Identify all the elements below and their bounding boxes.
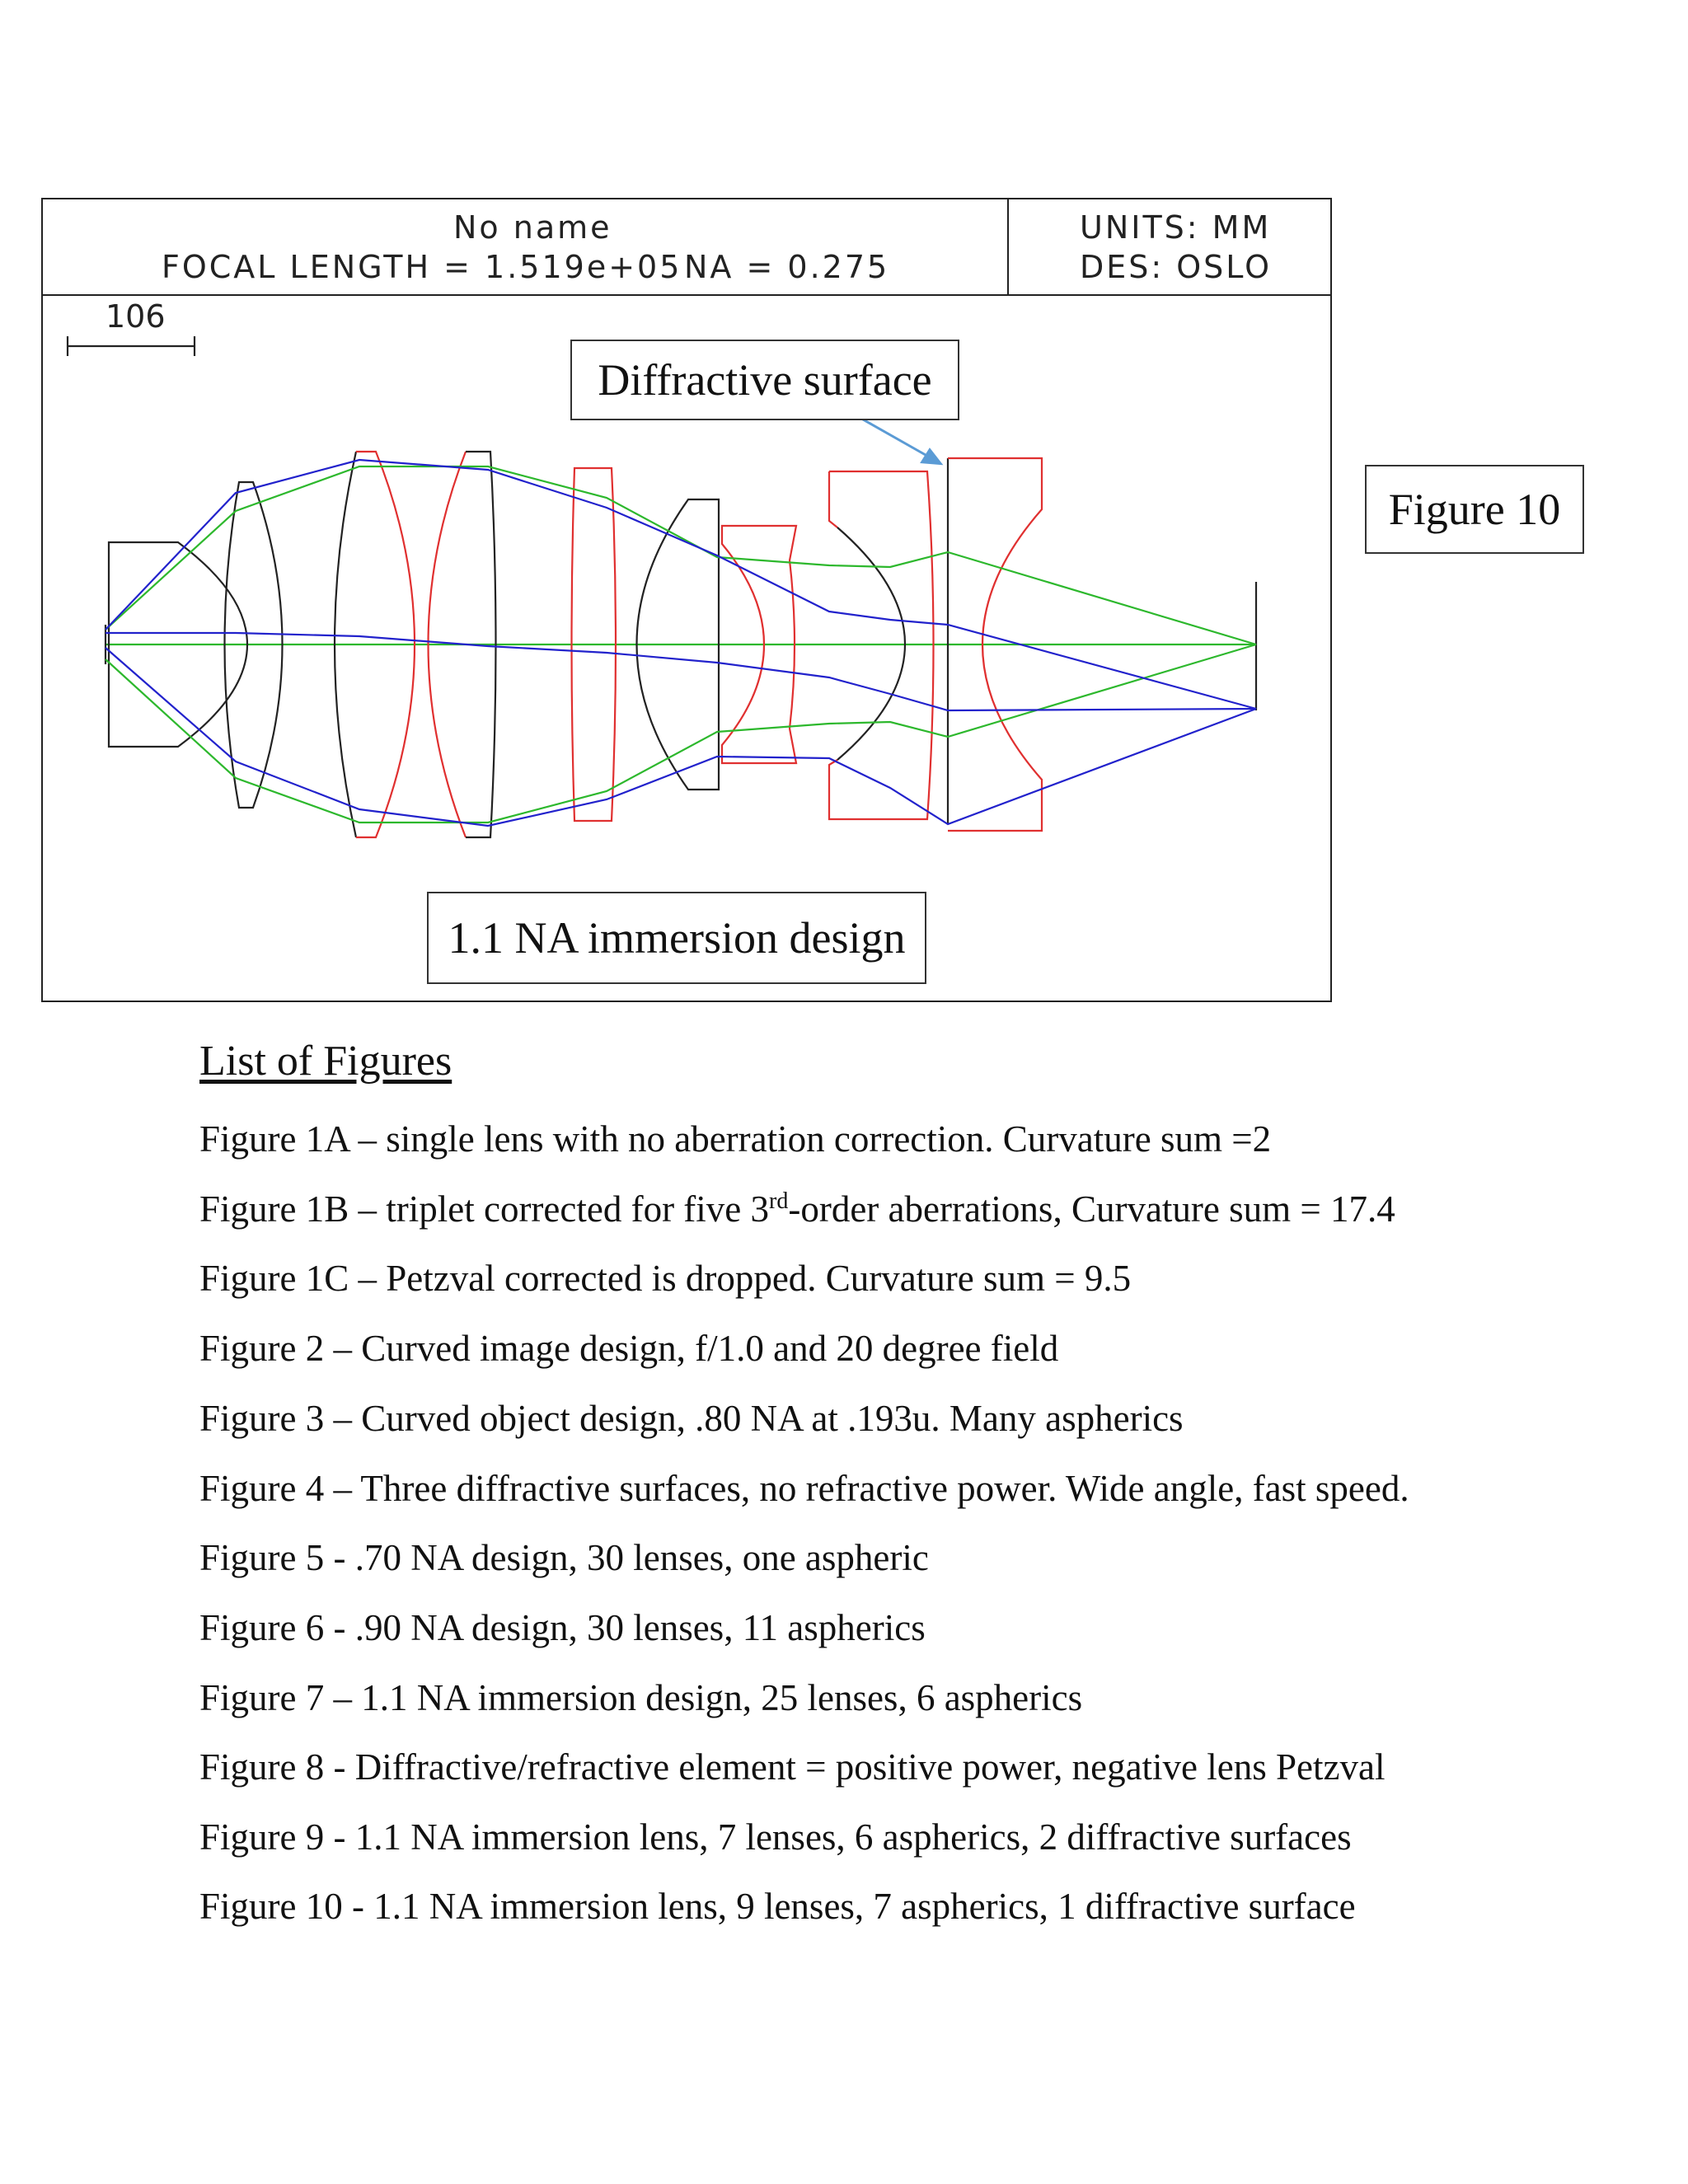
header-divider <box>41 294 1332 296</box>
list-item: Figure 9 - 1.1 NA immersion lens, 7 lenses, 6 aspherics, 2 diffractive surfaces <box>199 1816 1352 1858</box>
header-vdivider <box>1007 198 1009 295</box>
list-item-superscript: rd <box>769 1188 789 1214</box>
callout-design <box>427 892 926 984</box>
callout-diffractive-text: Diffractive surface <box>598 355 932 405</box>
focal-length: FOCAL LENGTH = 1.519e+05 <box>162 249 682 285</box>
designer: DES: OSLO <box>1080 249 1273 285</box>
scale-label: 106 <box>106 298 166 335</box>
list-of-figures-title: List of Figures <box>199 1038 452 1085</box>
units: UNITS: MM <box>1080 209 1272 246</box>
callout-design-text: 1.1 NA immersion design <box>448 913 906 963</box>
list-item <box>199 1186 1395 1232</box>
figure-frame <box>41 198 1332 1002</box>
list-item-post: -order aberrations, Curvature sum = 17.4 <box>788 1188 1395 1230</box>
list-item: Figure 8 - Diffractive/refractive element = positive power, negative lens Petzval <box>199 1746 1386 1788</box>
list-item: Figure 5 - .70 NA design, 30 lenses, one aspheric <box>199 1537 929 1578</box>
list-item: Figure 3 – Curved object design, .80 NA at .193u. Many aspherics <box>199 1398 1184 1439</box>
callout-diffractive-surface <box>570 340 959 420</box>
list-item: Figure 4 – Three diffractive surfaces, no refractive power. Wide angle, fast speed. <box>199 1468 1409 1509</box>
design-title: No name <box>453 209 612 246</box>
list-item-pre: Figure 1B – triplet corrected for five 3 <box>199 1188 770 1230</box>
list-item: Figure 6 - .90 NA design, 30 lenses, 11 aspherics <box>199 1607 926 1648</box>
list-item: Figure 1A – single lens with no aberration correction. Curvature sum =2 <box>199 1118 1272 1160</box>
figure-number-text: Figure 10 <box>1388 485 1561 534</box>
list-item: Figure 10 - 1.1 NA immersion lens, 9 lenses, 7 aspherics, 1 diffractive surface <box>199 1886 1356 1927</box>
numerical-aperture: NA = 0.275 <box>684 249 890 285</box>
list-item: Figure 1C – Petzval corrected is dropped. Curvature sum = 9.5 <box>199 1258 1132 1299</box>
figure-number-box <box>1365 465 1584 554</box>
list-item: Figure 2 – Curved image design, f/1.0 and 20 degree field <box>199 1328 1059 1369</box>
list-item: Figure 7 – 1.1 NA immersion design, 25 lenses, 6 aspherics <box>199 1677 1083 1718</box>
